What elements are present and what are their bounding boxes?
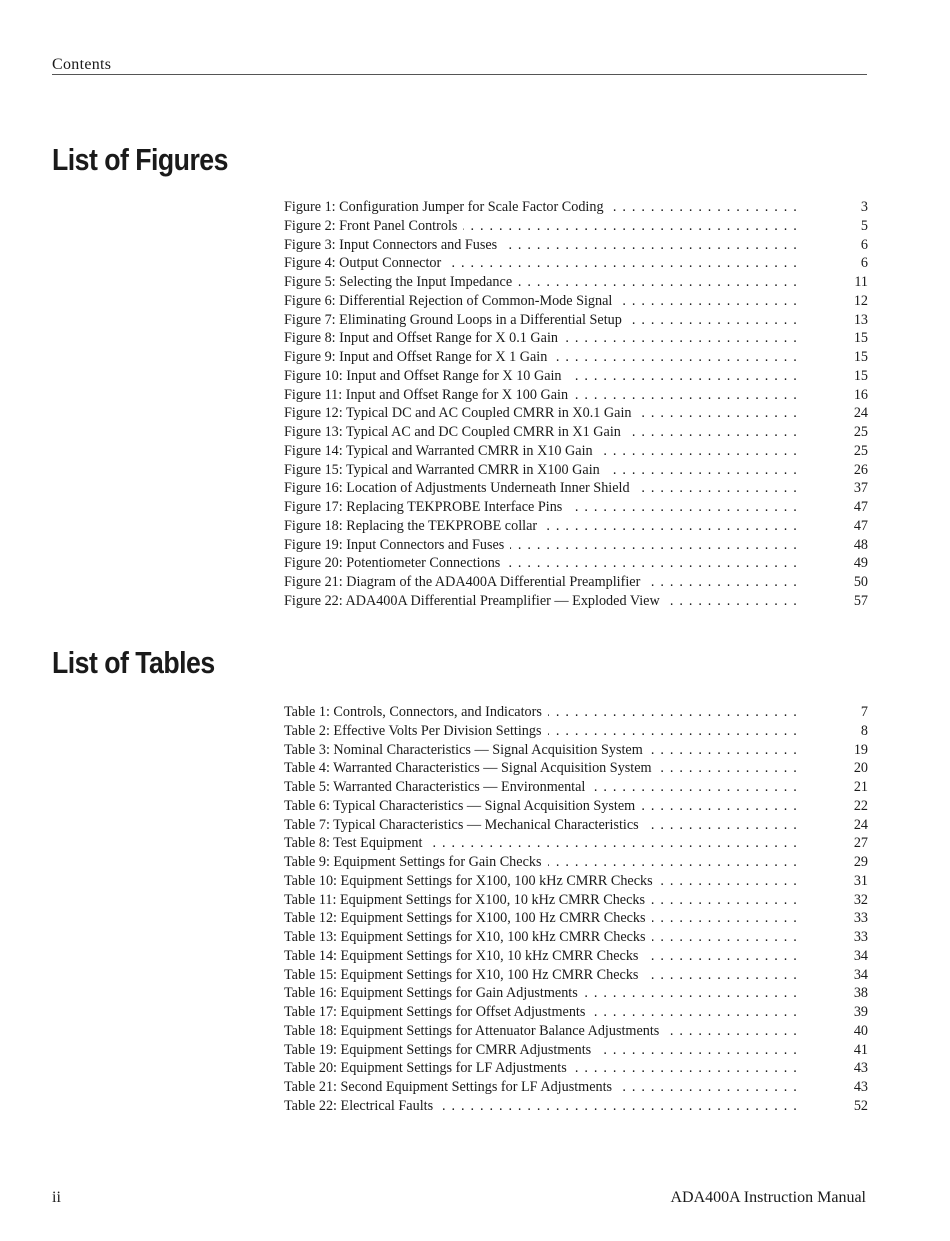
table-entry-leader — [284, 1003, 798, 1022]
figure-entry-label: Figure 4: Output Connector — [284, 255, 447, 271]
table-entry-leader — [284, 1041, 798, 1060]
table-entry[interactable] — [284, 1022, 868, 1041]
figure-entry-leader — [284, 461, 798, 480]
figure-entry-label: Figure 21: Diagram of the ADA400A Differential Preamplifier — [284, 574, 646, 590]
figure-entry-page-number: 6 — [860, 255, 868, 272]
table-entry-page-number: 21 — [853, 779, 868, 795]
figure-entry-page-number: 15 — [853, 367, 868, 384]
figure-entry-label: Figure 5: Selecting the Input Impedance — [284, 274, 518, 290]
figure-entry-page-number: 6 — [860, 236, 868, 253]
table-entry-leader — [284, 947, 798, 966]
table-entry[interactable] — [284, 891, 868, 910]
figure-entry[interactable] — [284, 592, 868, 611]
figure-entry[interactable] — [284, 479, 868, 498]
table-entry[interactable] — [284, 834, 868, 853]
table-entry-page-number: 33 — [853, 929, 868, 945]
table-entry-label: Table 8: Test Equipment — [284, 835, 428, 851]
table-entry-leader — [284, 966, 798, 985]
running-header: Contents — [52, 56, 112, 73]
table-entry-leader — [284, 928, 798, 947]
table-entry[interactable] — [284, 947, 868, 966]
figure-entry[interactable] — [284, 273, 868, 292]
figure-entry-page-number: 5 — [860, 217, 868, 234]
table-entry[interactable] — [284, 1059, 868, 1078]
table-entry-label: Table 17: Equipment Settings for Offset Adjustments — [284, 1004, 591, 1020]
figure-entry-leader — [284, 198, 798, 217]
table-entry[interactable] — [284, 1078, 868, 1097]
footer-manual-title: ADA400A Instruction Manual — [670, 1189, 866, 1206]
tables-toc-list — [284, 703, 868, 1116]
table-entry-page-number: 24 — [853, 816, 868, 833]
table-entry-page-number: 33 — [853, 910, 868, 927]
figure-entry-leader — [284, 329, 798, 348]
figure-entry[interactable] — [284, 236, 868, 255]
table-entry-label: Table 19: Equipment Settings for CMRR Adjustments — [284, 1042, 597, 1058]
table-entry-label: Table 18: Equipment Settings for Attenuator Balance Adjustments — [284, 1023, 665, 1039]
table-entry[interactable] — [284, 759, 868, 778]
figure-entry-leader — [284, 592, 798, 611]
figure-entry-page-number: 57 — [853, 592, 868, 609]
figure-entry[interactable] — [284, 292, 868, 311]
figure-entry-leader — [284, 442, 798, 461]
table-entry-label: Table 9: Equipment Settings for Gain Checks — [284, 854, 548, 870]
figure-entry[interactable] — [284, 348, 868, 367]
table-entry-leader — [284, 834, 798, 853]
table-entry-page-number: 32 — [853, 891, 868, 908]
table-entry[interactable] — [284, 1003, 868, 1022]
header-rule — [52, 74, 867, 75]
figure-entry[interactable] — [284, 404, 868, 423]
figure-entry-page-number: 47 — [853, 517, 868, 534]
figure-entry-label: Figure 12: Typical DC and AC Coupled CMRR in X0.1 Gain — [284, 405, 638, 421]
table-entry[interactable] — [284, 984, 868, 1003]
table-entry-leader — [284, 722, 798, 741]
figure-entry-leader — [284, 254, 798, 273]
table-entry-leader — [284, 1097, 798, 1116]
figure-entry-label: Figure 16: Location of Adjustments Underneath Inner Shield — [284, 480, 636, 496]
figure-entry-page-number: 47 — [853, 499, 868, 515]
figure-entry-label: Figure 7: Eliminating Ground Loops in a Differential Setup — [284, 312, 628, 328]
table-entry-leader — [284, 759, 798, 778]
figure-entry-label: Figure 20: Potentiometer Connections — [284, 555, 506, 571]
figure-entry-label: Figure 2: Front Panel Controls — [284, 218, 463, 234]
table-entry-label: Table 22: Electrical Faults — [284, 1098, 439, 1114]
table-entry-page-number: 22 — [853, 797, 868, 814]
table-entry-leader — [284, 853, 798, 872]
figure-entry-label: Figure 9: Input and Offset Range for X 1 Gain — [284, 349, 553, 365]
table-entry[interactable] — [284, 741, 868, 760]
figure-entry-label: Figure 13: Typical AC and DC Coupled CMRR in X1 Gain — [284, 424, 627, 440]
table-entry-page-number: 39 — [853, 1004, 868, 1020]
figure-entry-label: Figure 6: Differential Rejection of Common-Mode Signal — [284, 293, 618, 309]
table-entry-page-number: 41 — [853, 1041, 868, 1058]
figure-entry-page-number: 26 — [853, 461, 868, 478]
figure-entry[interactable] — [284, 442, 868, 461]
table-entry-leader — [284, 984, 798, 1003]
figure-entry-leader — [284, 311, 798, 330]
figure-entry[interactable] — [284, 386, 868, 405]
table-entry-leader — [284, 891, 798, 910]
table-entry-page-number: 43 — [853, 1060, 868, 1077]
figure-entry[interactable] — [284, 536, 868, 555]
table-entry-label: Table 14: Equipment Settings for X10, 10 kHz CMRR Checks — [284, 948, 644, 964]
figure-entry-leader — [284, 236, 798, 255]
table-entry-page-number: 7 — [860, 704, 868, 720]
table-entry-page-number: 8 — [860, 722, 868, 739]
figure-entry-leader — [284, 517, 798, 536]
figure-entry[interactable] — [284, 198, 868, 217]
table-entry[interactable] — [284, 703, 868, 722]
table-entry[interactable] — [284, 1097, 868, 1116]
figure-entry[interactable] — [284, 498, 868, 517]
table-entry[interactable] — [284, 1041, 868, 1060]
table-entry-page-number: 34 — [853, 966, 868, 983]
table-entry-page-number: 40 — [853, 1022, 868, 1039]
figure-entry-label: Figure 11: Input and Offset Range for X 100 Gain — [284, 387, 574, 403]
table-entry-label: Table 10: Equipment Settings for X100, 100 kHz CMRR Checks — [284, 873, 659, 889]
table-entry-page-number: 38 — [853, 985, 868, 1002]
figure-entry-leader — [284, 498, 798, 517]
figure-entry-leader — [284, 367, 798, 386]
table-entry-page-number: 20 — [853, 760, 868, 777]
table-entry-label: Table 4: Warranted Characteristics — Signal Acquisition System — [284, 760, 658, 776]
table-entry-label: Table 2: Effective Volts Per Division Settings — [284, 723, 548, 739]
table-entry-label: Table 3: Nominal Characteristics — Signal Acquisition System — [284, 742, 649, 758]
table-entry-label: Table 12: Equipment Settings for X100, 100 Hz CMRR Checks — [284, 910, 652, 926]
table-entry-page-number: 31 — [853, 872, 868, 889]
table-entry-leader — [284, 741, 798, 760]
table-entry-leader — [284, 909, 798, 928]
figure-entry-page-number: 49 — [853, 555, 868, 572]
list-of-figures-heading: List of Figures — [52, 142, 228, 177]
table-entry-label: Table 5: Warranted Characteristics — Environmental — [284, 779, 591, 795]
figure-entry-label: Figure 18: Replacing the TEKPROBE collar — [284, 518, 543, 534]
table-entry[interactable] — [284, 872, 868, 891]
figure-entry-leader — [284, 404, 798, 423]
figure-entry-label: Figure 17: Replacing TEKPROBE Interface Pins — [284, 499, 568, 515]
table-entry[interactable] — [284, 816, 868, 835]
table-entry-label: Table 21: Second Equipment Settings for LF Adjustments — [284, 1079, 618, 1095]
table-entry-label: Table 20: Equipment Settings for LF Adjustments — [284, 1060, 573, 1076]
figure-entry-label: Figure 22: ADA400A Differential Preamplifier — Exploded View — [284, 593, 666, 609]
list-of-tables-heading: List of Tables — [52, 645, 215, 680]
table-entry-label: Table 13: Equipment Settings for X10, 100 kHz CMRR Checks — [284, 929, 652, 945]
table-entry-label: Table 16: Equipment Settings for Gain Adjustments — [284, 985, 584, 1001]
figure-entry-page-number: 12 — [853, 292, 868, 309]
table-entry-label: Table 7: Typical Characteristics — Mechanical Characteristics — [284, 817, 645, 833]
table-entry-page-number: 29 — [853, 854, 868, 870]
table-entry-leader — [284, 1078, 798, 1097]
table-entry[interactable] — [284, 778, 868, 797]
table-entry-leader — [284, 703, 798, 722]
table-entry-label: Table 15: Equipment Settings for X10, 100 Hz CMRR Checks — [284, 967, 644, 983]
figure-entry-leader — [284, 217, 798, 236]
table-entry[interactable] — [284, 797, 868, 816]
figure-entry-label: Figure 3: Input Connectors and Fuses — [284, 237, 503, 253]
figure-entry[interactable] — [284, 517, 868, 536]
figure-entry-page-number: 16 — [853, 386, 868, 403]
table-entry[interactable] — [284, 928, 868, 947]
figure-entry-label: Figure 8: Input and Offset Range for X 0.1 Gain — [284, 330, 564, 346]
figure-entry-leader — [284, 386, 798, 405]
table-entry-leader — [284, 872, 798, 891]
figure-entry[interactable] — [284, 461, 868, 480]
figure-entry-leader — [284, 536, 798, 555]
table-entry-leader — [284, 778, 798, 797]
figure-entry[interactable] — [284, 254, 868, 273]
figure-entry-page-number: 24 — [853, 405, 868, 422]
figure-entry-page-number: 11 — [854, 274, 868, 290]
figure-entry-leader — [284, 573, 798, 592]
figure-entry-leader — [284, 273, 798, 292]
table-entry-page-number: 43 — [853, 1079, 868, 1095]
table-entry-leader — [284, 797, 798, 816]
figure-entry-page-number: 48 — [853, 536, 868, 553]
figure-entry-label: Figure 15: Typical and Warranted CMRR in X100 Gain — [284, 462, 606, 478]
table-entry-page-number: 34 — [853, 947, 868, 964]
table-entry[interactable] — [284, 722, 868, 741]
figure-entry[interactable] — [284, 367, 868, 386]
figure-entry-leader — [284, 423, 798, 442]
figure-entry-label: Figure 14: Typical and Warranted CMRR in X10 Gain — [284, 443, 599, 459]
figure-entry[interactable] — [284, 311, 868, 330]
figure-entry-page-number: 3 — [860, 199, 868, 215]
figure-entry-page-number: 25 — [853, 424, 868, 440]
table-entry-leader — [284, 1022, 798, 1041]
table-entry-page-number: 19 — [853, 741, 868, 758]
figure-entry[interactable] — [284, 573, 868, 592]
figure-entry[interactable] — [284, 554, 868, 573]
table-entry-label: Table 1: Controls, Connectors, and Indicators — [284, 704, 548, 720]
table-entry[interactable] — [284, 966, 868, 985]
figure-entry-label: Figure 10: Input and Offset Range for X 10 Gain — [284, 368, 568, 384]
table-entry-page-number: 52 — [853, 1097, 868, 1114]
figure-entry-leader — [284, 479, 798, 498]
figure-entry-page-number: 15 — [853, 349, 868, 365]
table-entry-label: Table 11: Equipment Settings for X100, 10 kHz CMRR Checks — [284, 892, 651, 908]
figure-entry[interactable] — [284, 329, 868, 348]
figure-entry-leader — [284, 554, 798, 573]
table-entry-label: Table 6: Typical Characteristics — Signal Acquisition System — [284, 798, 641, 814]
figure-entry-page-number: 37 — [853, 480, 868, 497]
figure-entry-page-number: 15 — [853, 330, 868, 347]
figure-entry-page-number: 25 — [853, 442, 868, 459]
table-entry-leader — [284, 816, 798, 835]
figure-entry-page-number: 13 — [853, 311, 868, 328]
figure-entry-leader — [284, 292, 798, 311]
figure-entry-label: Figure 19: Input Connectors and Fuses — [284, 537, 510, 553]
figure-entry-page-number: 50 — [853, 574, 868, 590]
table-entry-page-number: 27 — [853, 835, 868, 852]
footer-page-number: ii — [52, 1189, 61, 1206]
figure-entry[interactable] — [284, 217, 868, 236]
figure-entry-label: Figure 1: Configuration Jumper for Scale Factor Coding — [284, 199, 610, 215]
table-entry[interactable] — [284, 909, 868, 928]
table-entry-leader — [284, 1059, 798, 1078]
figure-entry[interactable] — [284, 423, 868, 442]
figure-entry-leader — [284, 348, 798, 367]
table-entry[interactable] — [284, 853, 868, 872]
figures-toc-list — [284, 198, 868, 611]
